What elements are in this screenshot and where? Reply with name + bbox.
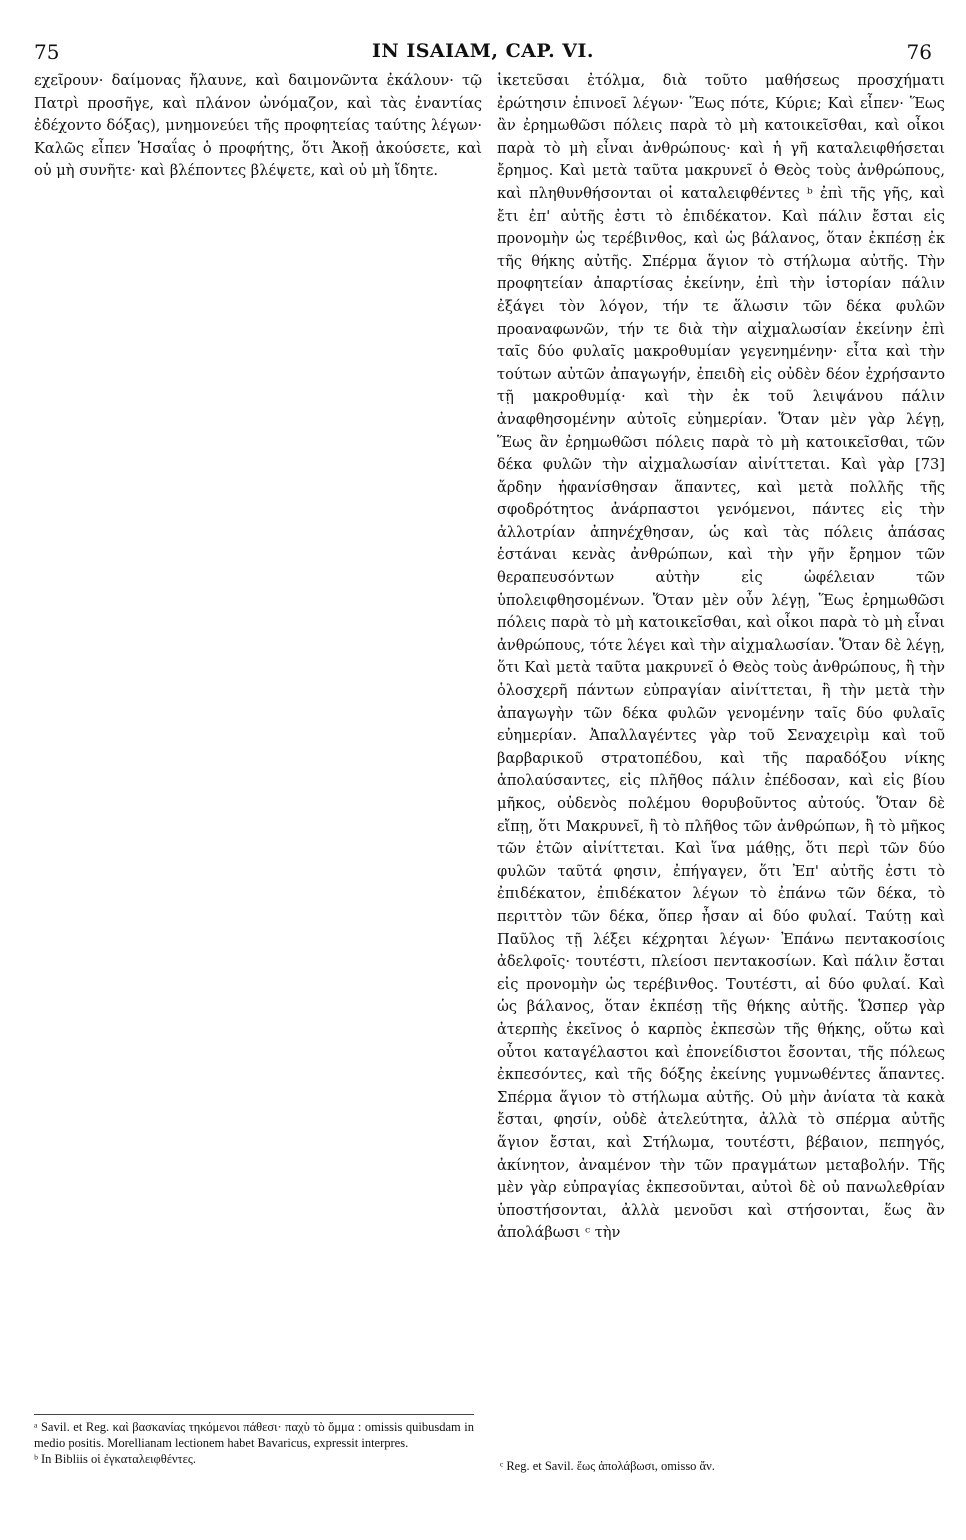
right-column (497, 70, 945, 1245)
footnote-b: ᵇ In Bibliis οἱ ἐγκαταλειφθέντες. (34, 1452, 196, 1466)
left-footnotes (34, 1414, 474, 1467)
footnote-c: ᶜ Reg. et Savil. ἕως ἀπολάβωσι, omisso ἄν. (500, 1459, 715, 1473)
left-column (34, 70, 482, 183)
page-header (34, 40, 932, 64)
right-footnotes (500, 1458, 940, 1474)
running-title: IN ISAIAM, CAP. VI. (371, 40, 595, 62)
left-paragraph-1: εχεῖρουν· δαίμονας ἤλαυνε, καὶ δαιμονῶντα ἐκάλουν· τῷ Πατρὶ προσῆγε, καὶ πλάνον ὠνόμαζον, καὶ τὰς ἐναντίας ἐδέχοντο δόξας), μνημονεύει τῆς προφητείας ταύτης λέγων· Καλῶς εἶπεν Ἡσαΐας ὁ προφήτης, ὅτι Ἀκοῇ ἀκούσετε, καὶ οὐ μὴ συνῆτε· καὶ βλέποντες βλέψετε, καὶ οὐ μὴ ἴδητε. (34, 72, 482, 180)
left-page-number: 75 (34, 40, 60, 64)
right-paragraph-1: ἱκετεῦσαι ἐτόλμα, διὰ τοῦτο μαθήσεως προσχήματι ἐρώτησιν ἐπινοεῖ λέγων· Ἕως πότε, Κύριε; Καὶ εἶπεν· Ἕως ἂν ἐρημωθῶσι πόλεις παρὰ τὸ μὴ κατοικεῖσθαι, καὶ οἶκοι παρὰ τὸ μὴ εἶναι ἀνθρώπους· καὶ ἡ γῆ καταλειφθήσεται ἔρημος. Καὶ μετὰ ταῦτα μακρυνεῖ ὁ Θεὸς τοὺς ἀνθρώπους, καὶ πληθυνθήσονται οἱ καταλειφθέντες ᵇ ἐπὶ τῆς γῆς, καὶ ἔτι ἐπ' αὐτῆς ἐστι τὸ ἐπιδέκατον. Καὶ πάλιν ἔσται εἰς προνομὴν ὡς τερέβινθος, καὶ ὡς βάλανος, ὅταν ἐκπέσῃ ἐκ τῆς θήκης αὐτῆς. Σπέρμα ἅγιον τὸ στήλωμα αὐτῆς. Τὴν προφητείαν ἀπαρτίσας ἐκείνην, ἐπὶ τὴν ἱστορίαν πάλιν ἐξάγει τὸν λόγον, τήν τε ἅλωσιν τῶν δέκα φυλῶν προαναφωνῶν, τήν τε διὰ τὴν αἰχμαλωσίαν ἐκείνην ἐπὶ ταῖς δύο φυλαῖς μακροθυμίαν γεγενημένην· εἶτα καὶ τὴν τούτων αὐτῶν ἀπαγωγήν, ἐπειδὴ εἰς οὐδὲν δέον ἐχρήσαντο τῇ μακροθυμίᾳ· καὶ τὴν ἐκ τοῦ λειψάνου πάλιν ἀναφθησομένην αὐτοῖς εὐημερίαν. Ὅταν μὲν γὰρ λέγῃ, Ἕως ἂν ἐρημωθῶσι πόλεις παρὰ τὸ μὴ κατοικεῖσθαι, τῶν δέκα φυλῶν τὴν αἰχμαλωσίαν αἰνίττεται. Καὶ γὰρ [73] ἄρδην ἠφανίσθησαν ἅπαντες, καὶ μετὰ πολλῆς τῆς σφοδρότητος ἀνάρπαστοι γενόμενοι, πάντες εἰς τὴν ἀλλοτρίαν ἀπηνέχθησαν, ὡς καὶ τὰς πόλεις ἁπάσας ἑστάναι κενὰς ἀνθρώπων, καὶ τὴν γῆν ἔρημον τῶν θεραπευσόντων αὐτὴν εἰς ὠφέλειαν τῶν ὑπολειφθησομένων. Ὅταν μὲν οὖν λέγῃ, Ἕως ἐρημωθῶσι πόλεις παρὰ τὸ μὴ κατοικεῖσθαι, καὶ οἶκοι παρὰ τὸ μὴ εἶναι ἀνθρώπους, τότε λέγει καὶ τὴν αἰχμαλωσίαν. Ὅταν δὲ λέγῃ, ὅτι Καὶ μετὰ ταῦτα μακρυνεῖ ὁ Θεὸς τοὺς ἀνθρώπους, ἢ τὴν ὁλοσχερῆ πάντων εὐπραγίαν αἰνίττεται, ἢ τὴν μετὰ τὴν ἀπαγωγὴν τῶν δέκα φυλῶν γενομένην ταῖς δύο φυλαῖς εὐημερίαν. Ἀπαλλαγέντες γὰρ τοῦ Σεναχειρὶμ καὶ τοῦ βαρβαρικοῦ στρατοπέδου, καὶ τῆς παραδόξου νίκης ἀπολαύσαντες, εἰς πλῆθος πάλιν ἐπέδοσαν, καὶ εἰς βίου μῆκος, οὐδενὸς πολέμου θορυβοῦντος αὐτούς. Ὅταν δὲ εἴπῃ, ὅτι Μακρυνεῖ, ἢ τὸ πλῆθος τῶν ἀνθρώπων, ἢ τὸ μῆκος τῶν ἐτῶν αἰνίττεται. Καὶ ἵνα μάθῃς, ὅτι περὶ τῶν δύο φυλῶν ταῦτά φησιν, ἐπήγαγεν, ὅτι Ἐπ' αὐτῆς ἐστι τὸ ἐπιδέκατον, ἐπιδέκατον λέγων τὸ ἐπάνω τῶν δέκα, τὸ περιττὸν τῶν δέκα, ὅπερ ἦσαν αἱ δύο φυλαί. Ταύτῃ καὶ Παῦλος τῇ λέξει κέχρηται λέγων· Ἐπάνω πεντακοσίοις ἀδελφοῖς· τουτέστι, πλείοσι πεντακοσίων. Καὶ πάλιν ἔσται εἰς προνομὴν ὡς τερέβινθος. Τουτέστι, αἱ δύο φυλαί. Καὶ ὡς βάλανος, ὅταν ἐκπέσῃ τῆς θήκης αὐτῆς. Ὥσπερ γὰρ ἀτερπὴς ἐκεῖνος ὁ καρπὸς ἐκπεσὼν τῆς θήκης, οὕτω καὶ οὗτοι καταγέλαστοι καὶ ἐπονείδιστοι ἔσονται, τῆς πόλεως ἐκπεσόντες, καὶ τῆς δόξης ἐκείνης γυμνωθέντες ἅπαντες. Σπέρμα ἅγιον τὸ στήλωμα αὐτῆς. Οὐ μὴν ἀνίατα τὰ κακὰ ἔσται, φησίν, οὐδὲ ἀτελεύτητα, ἀλλὰ τὸ σπέρμα αὐτῆς ἅγιον ἔσται, καὶ Στήλωμα, τουτέστι, βέβαιον, πεπηγός, ἀκίνητον, ἀναμένον τὴν τῶν πραγμάτων μεταβολήν. Τῆς μὲν γὰρ εὐπραγίας ἐκπεσοῦνται, αὐτοὶ δὲ οὐ πανωλεθρίαν ὑποστήσονται, ἀλλὰ μενοῦσι καὶ στήσονται, ἕως ἂν ἀπολάβωσι ᶜ τὴν (497, 72, 945, 1242)
footnote-a: ᵃ Savil. et Reg. καὶ βασκανίας τηκόμενοι πάθεσι· παχὺ τὸ ὄμμα : omissis quibusdam in medio positis. Morellianam lectionem habet Bavaricus, expressit interpres. (34, 1420, 474, 1450)
right-page-number: 76 (906, 40, 932, 64)
